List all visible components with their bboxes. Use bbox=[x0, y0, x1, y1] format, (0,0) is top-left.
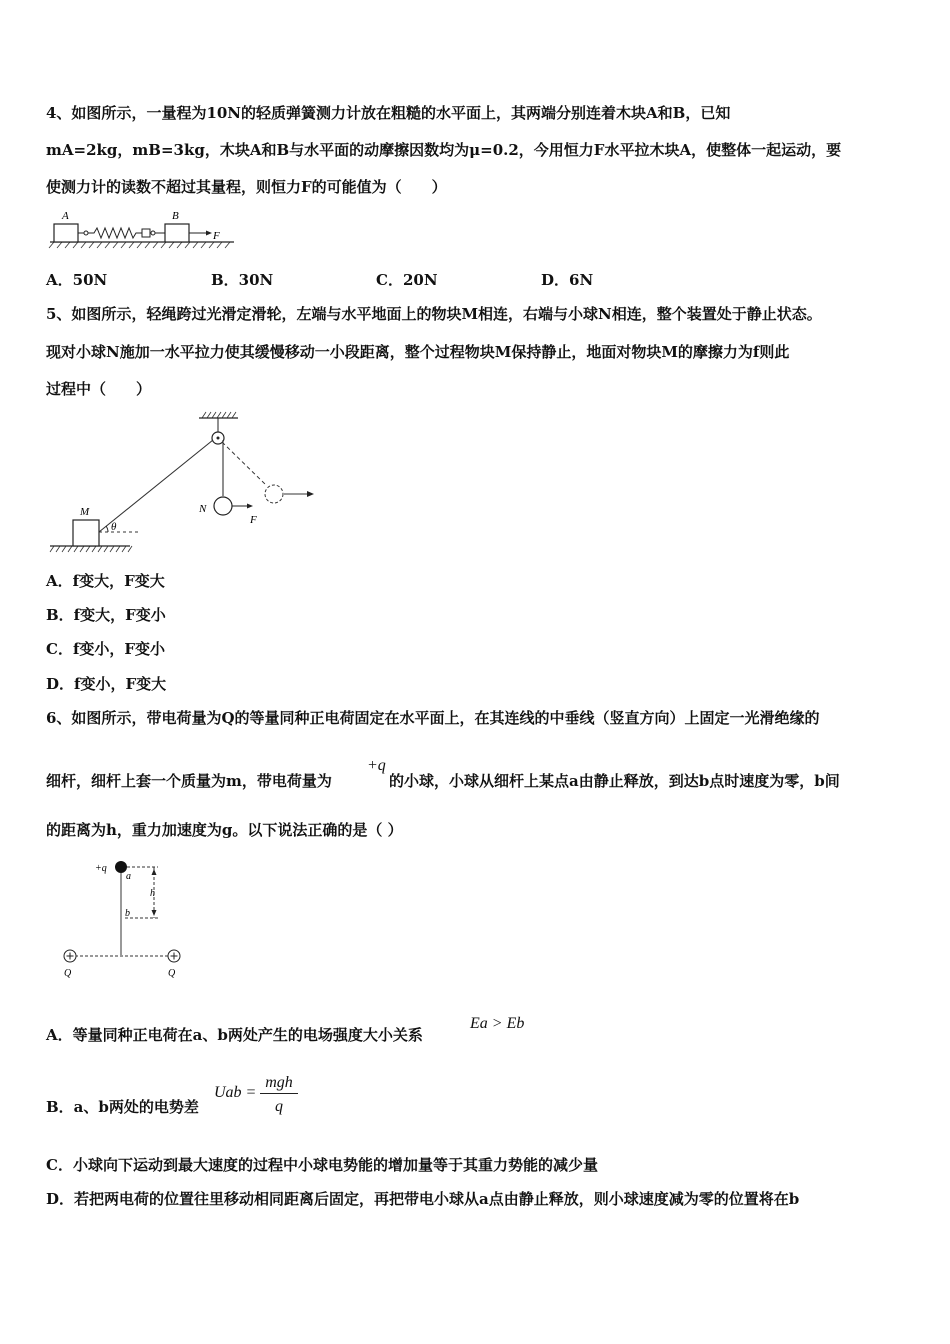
q4-option-b[interactable]: B．30N bbox=[211, 271, 274, 289]
label-a: a bbox=[126, 871, 131, 882]
q6-option-c[interactable]: C．小球向下运动到最大速度的过程中小球电势能的增加量等于其重力势能的减少量 bbox=[46, 1156, 598, 1174]
q5-stem-line3: 过程中（ ） bbox=[46, 380, 152, 398]
spring bbox=[88, 228, 142, 238]
label-n: N bbox=[199, 503, 207, 515]
label-q-right: Q bbox=[168, 968, 176, 979]
q5-pulley-figure bbox=[46, 406, 326, 558]
q6-option-b-denominator: q bbox=[275, 1098, 283, 1115]
q5-stem-line2: 现对小球N施加一水平拉力使其缓慢移动一小段距离，整个过程物块M保持静止，地面对物块M的摩擦力为f则此 bbox=[46, 343, 790, 361]
label-f: F bbox=[213, 230, 220, 242]
q4-stem-line3: 使测力计的读数不超过其量程，则恒力F的可能值为（ ） bbox=[46, 178, 447, 196]
q5-option-b[interactable]: B．f变大，F变小 bbox=[46, 606, 166, 624]
q4-option-c[interactable]: C．20N bbox=[376, 271, 438, 289]
q6-stem-line2b: 的小球，小球从细杆上某点a由静止释放，到达b点时速度为零，b间 bbox=[389, 772, 840, 790]
ball-n bbox=[214, 497, 232, 515]
label-a: A bbox=[62, 210, 69, 222]
q6-stem-line3: 的距离为h，重力加速度为g。以下说法正确的是（ ） bbox=[46, 821, 403, 839]
q5-option-d[interactable]: D．f变小，F变大 bbox=[46, 675, 167, 693]
q6-charges-figure bbox=[46, 852, 196, 982]
q6-plusq-math: +q bbox=[367, 757, 386, 774]
label-h: h bbox=[150, 888, 155, 899]
q4-spring-figure bbox=[46, 205, 246, 250]
q4-option-d[interactable]: D．6N bbox=[541, 271, 594, 289]
q6-option-a[interactable]: A．等量同种正电荷在a、b两处产生的电场强度大小关系 bbox=[46, 1026, 423, 1044]
q5-option-a[interactable]: A．f变大，F变大 bbox=[46, 572, 165, 590]
q6-stem-line1: 6、如图所示，带电荷量为Q的等量同种正电荷固定在水平面上，在其连线的中垂线（竖直方向）上固定一光滑绝缘的 bbox=[46, 709, 820, 727]
q6-option-b[interactable]: B．a、b两处的电势差 bbox=[46, 1098, 199, 1116]
label-plusq: +q bbox=[95, 863, 107, 874]
q6-option-b-lhs: Uab = bbox=[214, 1084, 257, 1101]
label-theta: θ bbox=[111, 521, 117, 533]
q5-stem-line1: 5、如图所示，轻绳跨过光滑定滑轮，左端与水平地面上的物块M相连，右端与小球N相连，整个装置处于静止状态。 bbox=[46, 305, 822, 323]
q4-stem-line1: 4、如图所示，一量程为10N的轻质弹簧测力计放在粗糙的水平面上，其两端分别连着木块A和B，已知 bbox=[46, 104, 731, 122]
q6-option-b-numerator: mgh bbox=[260, 1073, 298, 1094]
label-b: B bbox=[172, 210, 179, 222]
label-m: M bbox=[80, 506, 90, 518]
label-f: F bbox=[250, 514, 257, 526]
label-q-left: Q bbox=[64, 968, 72, 979]
block-m bbox=[73, 520, 99, 546]
q6-stem-line2a: 细杆，细杆上套一个质量为m，带电荷量为 bbox=[46, 772, 332, 790]
label-b: b bbox=[125, 908, 130, 919]
block-a bbox=[54, 224, 78, 242]
q6-option-d[interactable]: D．若把两电荷的位置往里移动相同距离后固定，再把带电小球从a点由静止释放，则小球速度减为零的位置将在b bbox=[46, 1190, 800, 1208]
q6-option-a-math: Ea > Eb bbox=[470, 1015, 525, 1032]
block-b bbox=[165, 224, 189, 242]
q4-stem-line2: mA=2kg，mB=3kg，木块A和B与水平面的动摩擦因数均为μ=0.2，今用恒力F水平拉木块A，使整体一起运动，要 bbox=[46, 141, 842, 159]
q4-option-a[interactable]: A．50N bbox=[46, 271, 108, 289]
q5-option-c[interactable]: C．f变小，F变小 bbox=[46, 640, 166, 658]
